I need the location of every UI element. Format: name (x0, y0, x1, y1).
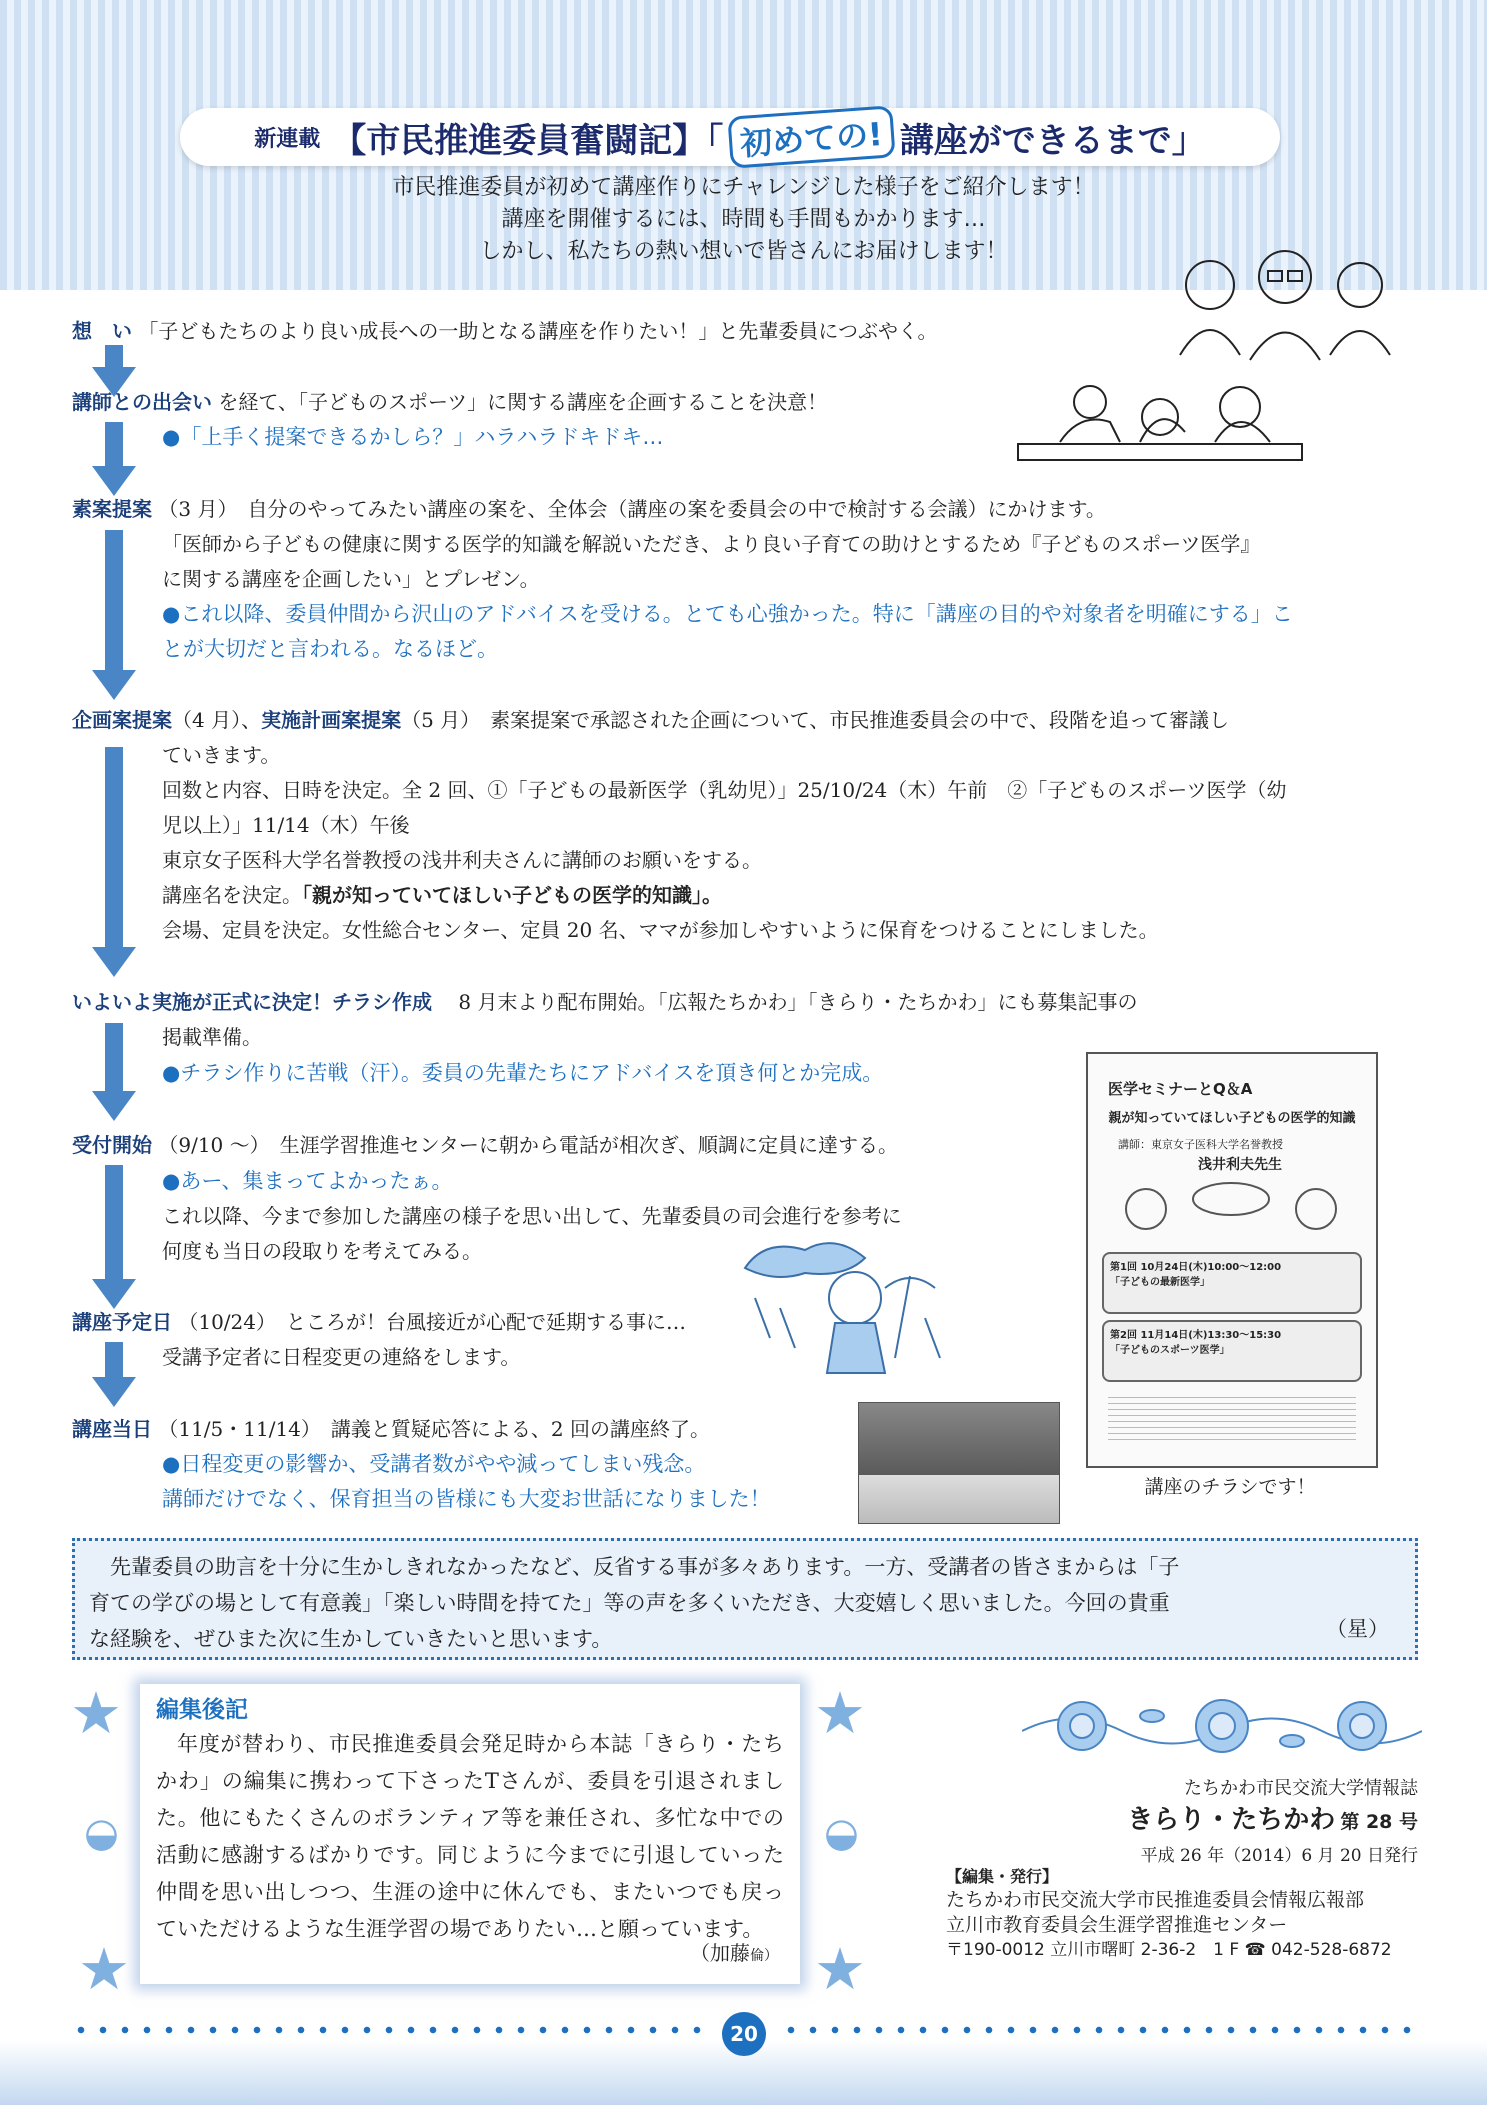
intro-line: しかし、私たちの熱い想いで皆さんにお届けします！ (479, 239, 1008, 264)
step-text: （9/10 ～） 生涯学習推進センターに朝から電話が相次ぎ、順調に定員に達する。 (158, 1133, 899, 1157)
publish-date: 平成 26 年（2014）6 月 20 日発行 (1140, 1846, 1418, 1866)
step-reception (72, 1128, 898, 1162)
step-label: 講師との出会い (72, 390, 212, 414)
flyer-session-1 (1102, 1252, 1362, 1314)
step-text: （4 月）、 (172, 708, 262, 732)
step-label: いよいよ実施が正式に決定！チラシ作成 (72, 990, 432, 1014)
course-photo (858, 1402, 1060, 1524)
editor-note (140, 1684, 800, 1984)
step-lecturer (72, 385, 827, 419)
step-body: に関する講座を企画したい」とプレゼン。 (162, 567, 540, 591)
address: 〒190-0012 立川市曙町 2-36-2 1 F ☎ 042-528-6872 (946, 1940, 1392, 1960)
step-label: 受付開始 (72, 1133, 152, 1157)
star-icon: ★ (814, 1679, 866, 1747)
step-note: 講師だけでなく、保育担当の皆様にも大変お世話になりました！ (162, 1487, 771, 1511)
step-body (162, 878, 722, 912)
colophon-title (930, 1802, 1418, 1841)
title-part-b: 講座ができるまで」 (899, 120, 1206, 161)
step-text: （10/24） ところが！台風接近が心配で延期する事に… (178, 1310, 686, 1334)
step-course-day (72, 1412, 710, 1446)
star-icon: ★ (70, 1679, 122, 1747)
editor-signature-small: 倫） (750, 1948, 778, 1964)
flyer-session-1-title: 「子どもの最新医学」 (1110, 1277, 1210, 1288)
footer-dots-right (780, 2026, 1420, 2034)
step-label: 講座当日 (72, 1417, 152, 1441)
title-highlight: 初めての! (728, 105, 896, 168)
series-label: 新連載 (254, 126, 321, 152)
flyer-illustration (1106, 1174, 1356, 1244)
editor-body: 年度が替わり、市民推進委員会発足時から本誌「きらり・たちかわ」の編集に携わって下さったTさんが、委員を引退されました。他にもたくさんのボランティア等を兼任され、多忙な中での活動に感謝するばかりです。同じように今までに引退していった仲間を思い出しつつ、生涯の途中に休んでも、またいつでも戻っていただけるような生涯学習の場でありたい…と願っています。 (156, 1732, 784, 1941)
flyer-subtitle: 親が知っていてほしい子どもの医学的知識 (1108, 1111, 1356, 1126)
flow-arrow (92, 1165, 136, 1309)
step-body: これ以降、今まで参加した講座の様子を思い出して、先輩委員の司会進行を参考に (162, 1204, 902, 1228)
flow-arrow (92, 747, 136, 977)
step-body: 「医師から子どもの健康に関する医学的知識を解説いただき、より良い子育ての助けとするため『子どものスポーツ医学』 (162, 532, 1261, 556)
step-body: 回数と内容、日時を決定。全 2 回、①「子どもの最新医学（乳幼児）」25/10/24（木）午前 ②「子どものスポーツ医学（幼 (162, 778, 1287, 802)
step-planned-date (72, 1305, 686, 1339)
course-name: 「親が知っていてほしい子どもの医学的知識」。 (302, 883, 722, 907)
exercise-illustration (1010, 372, 1310, 472)
intro-line: 講座を開催するには、時間も手間もかかります… (501, 207, 986, 232)
publisher-line: 立川市教育委員会生涯学習推進センター (946, 1914, 1288, 1936)
shell-icon: ◒ (824, 1810, 859, 1856)
flyer-title: 医学セミナーとQ＆A (1108, 1080, 1253, 1098)
flyer-session-2-title: 「子どものスポーツ医学」 (1110, 1345, 1230, 1356)
step-note: ●チラシ作りに苦戦（汗）。委員の先輩たちにアドバイスを頂き何とか完成。 (162, 1061, 884, 1085)
step-plan (72, 703, 1229, 737)
step-note: ●日程変更の影響か、受講者数がやや減ってしまい残念。 (162, 1452, 706, 1476)
step-label: 講座予定日 (72, 1310, 172, 1334)
step-text: （5 月） 素案提案で承認された企画について、市民推進委員会の中で、段階を追って審議し (401, 708, 1229, 732)
flyer-footer-text (1108, 1392, 1356, 1442)
flyer-session-1-time: 第1回 10月24日(木)10:00～12:00 (1110, 1262, 1282, 1273)
step-text: 「子どもたちのより良い成長への一助となる講座を作りたい！」と先輩委員につぶやく。 (138, 319, 938, 343)
step-omoi (72, 314, 938, 348)
flyer-session-2 (1102, 1320, 1362, 1382)
step-label: 素案提案 (72, 497, 152, 521)
summary-line: 先輩委員の助言を十分に生かしきれなかったなど、反省する事が多々あります。一方、受講者の皆さまからは「子 (110, 1555, 1180, 1579)
flyer-lecturer-name: 浅井利夫先生 (1198, 1157, 1282, 1173)
edit-label: 【編集・発行】 (946, 1867, 1059, 1886)
step-text: 8 月末より配布開始。「広報たちかわ」「きらり・たちかわ」にも募集記事の (438, 990, 1138, 1014)
publisher-block (946, 1866, 1418, 1962)
publisher-line: たちかわ市民交流大学市民推進委員会情報広報部 (946, 1889, 1365, 1911)
step-body-text: 講座名を決定。 (162, 883, 302, 907)
step-body: 東京女子医科大学名誉教授の浅井利夫さんに講師のお願いをする。 (162, 848, 762, 872)
footer-dots-left (70, 2026, 710, 2034)
magazine-name: きらり・たちかわ (1127, 1805, 1336, 1835)
issue-number: 第 28 号 (1340, 1811, 1418, 1833)
flow-arrow (92, 530, 136, 700)
title-part-a: 【市民推進委員奮闘記】「 (332, 120, 724, 161)
course-flyer (1086, 1052, 1378, 1468)
step-label: 想 い (72, 319, 132, 343)
summary-signature: （星） (1326, 1617, 1389, 1641)
step-body: 会場、定員を決定。女性総合センター、定員 20 名、ママが参加しやすいように保育をつけることにしました。 (162, 918, 1159, 942)
step-body: 何度も当日の段取りを考えてみる。 (162, 1239, 482, 1263)
step-note: ●これ以降、委員仲間から沢山のアドバイスを受ける。とても心強かった。特に「講座の目的や対象者を明確にする」こ (162, 602, 1293, 626)
step-text: を経て、「子どものスポーツ」に関する講座を企画することを決意！ (218, 390, 828, 414)
step-text: （3 月） 自分のやってみたい講座の案を、全体会（講座の案を委員会の中で検討する会議）にかけます。 (158, 497, 1106, 521)
intro-line: 市民推進委員が初めて講座作りにチャレンジした様子をご紹介します！ (392, 175, 1095, 200)
editor-signature (690, 1937, 778, 1966)
step-body: ていきます。 (162, 743, 281, 767)
summary-line: な経験を、ぜひまた次に生かしていきたいと思います。 (89, 1627, 613, 1651)
flyer-caption: 講座のチラシです！ (1144, 1476, 1316, 1498)
step-body: 掲載準備。 (162, 1025, 262, 1049)
colophon (930, 1776, 1418, 1871)
page-number: 20 (722, 2012, 766, 2056)
step-text: （11/5・11/14） 講義と質疑応答による、2 回の講座終了。 (158, 1417, 710, 1441)
rose-decoration (1022, 1686, 1422, 1766)
editor-signature-name: （加藤 (690, 1941, 750, 1965)
summary-box (72, 1538, 1418, 1660)
step-draft (72, 492, 1106, 526)
step-flyer (72, 985, 1137, 1019)
star-icon: ★ (78, 1935, 130, 2003)
typhoon-illustration (735, 1228, 955, 1388)
flyer-lecturer: 講師：東京女子医科大学名誉教授 (1118, 1138, 1283, 1151)
step-note: ●あー、集まってよかったぁ。 (162, 1169, 453, 1193)
flow-arrow (92, 1342, 136, 1407)
step-note: ●「上手く提案できるかしら？」ハラハラドキドキ… (162, 425, 664, 449)
summary-line: 育ての学びの場として有意義」「楽しい時間を持てた」等の声を多くいただき、大変嬉しく思いました。今回の貴重 (89, 1591, 1170, 1615)
step-body: 受講予定者に日程変更の連絡をします。 (162, 1345, 521, 1369)
colophon-org: たちかわ市民交流大学情報誌 (1184, 1778, 1418, 1799)
editor-title: 編集後記 (156, 1697, 248, 1723)
step-note: とが大切だと言われる。なるほど。 (162, 637, 498, 661)
flyer-session-2-time: 第2回 11月14日(木)13:30～15:30 (1110, 1330, 1282, 1341)
flow-arrow (92, 422, 136, 496)
step-label: 企画案提案 (72, 708, 172, 732)
star-icon: ★ (814, 1935, 866, 2003)
committee-illustration (1170, 245, 1400, 365)
step-label: 実施計画案提案 (261, 708, 402, 732)
step-body: 児以上）」11/14（木）午後 (162, 813, 410, 837)
title-banner (180, 108, 1280, 166)
shell-icon: ◒ (84, 1810, 119, 1856)
flow-arrow (92, 1023, 136, 1121)
